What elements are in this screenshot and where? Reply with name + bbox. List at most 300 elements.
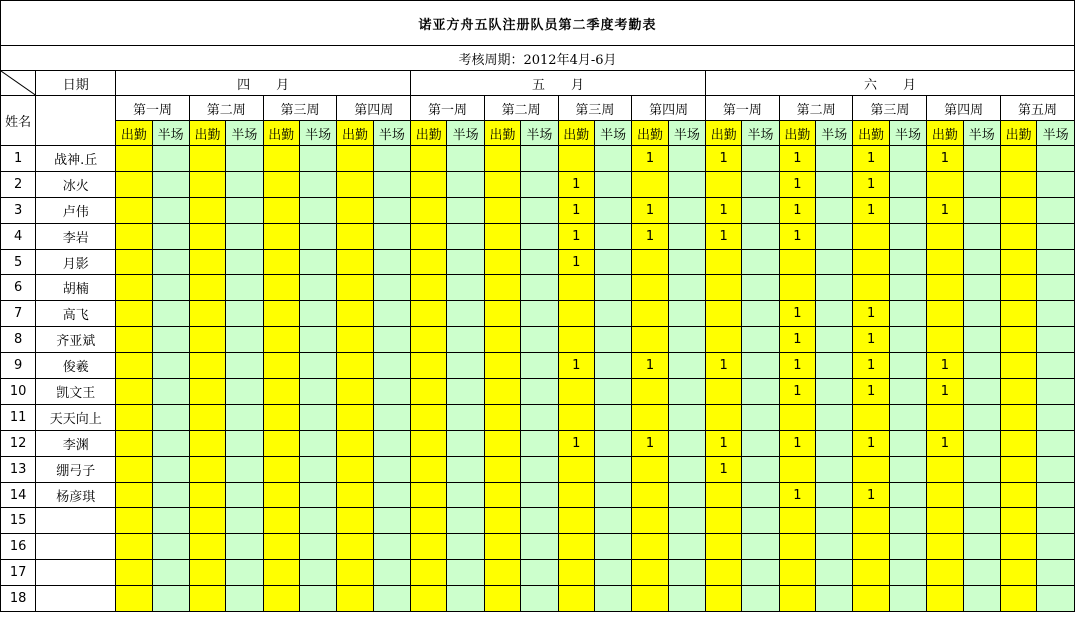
half-cell — [152, 560, 189, 586]
half-cell — [742, 534, 779, 560]
half-cell — [1037, 275, 1075, 301]
attend-cell — [632, 586, 668, 612]
half-cell — [299, 353, 336, 379]
month-header: 六 月 — [706, 71, 1075, 96]
week-header: 第二周 — [484, 96, 558, 121]
half-cell — [299, 456, 336, 482]
half-cell — [963, 197, 1000, 223]
half-cell — [152, 249, 189, 275]
month-header: 四 月 — [116, 71, 411, 96]
half-cell — [1037, 534, 1075, 560]
half-cell — [816, 379, 853, 405]
half-cell — [668, 327, 705, 353]
attend-cell: 1 — [632, 353, 668, 379]
attend-cell: 1 — [632, 430, 668, 456]
attend-cell: 1 — [779, 379, 815, 405]
attend-cell: 1 — [779, 146, 815, 172]
attend-cell — [189, 430, 225, 456]
member-name: 天天向上 — [36, 404, 116, 430]
half-subheader: 半场 — [889, 121, 926, 146]
half-cell — [447, 379, 484, 405]
attend-subheader: 出勤 — [1000, 121, 1036, 146]
attend-cell — [853, 560, 889, 586]
attend-cell — [853, 249, 889, 275]
half-cell — [373, 146, 410, 172]
table-row — [1, 379, 1075, 405]
attend-cell — [706, 508, 742, 534]
half-subheader: 半场 — [373, 121, 410, 146]
half-cell — [963, 275, 1000, 301]
half-cell — [447, 223, 484, 249]
half-cell — [668, 456, 705, 482]
attend-cell — [484, 456, 520, 482]
half-cell — [742, 301, 779, 327]
attend-cell — [411, 404, 447, 430]
half-cell — [521, 430, 558, 456]
attend-cell — [263, 430, 299, 456]
member-name: 月影 — [36, 249, 116, 275]
attend-cell — [1000, 275, 1036, 301]
half-cell — [447, 171, 484, 197]
half-cell — [226, 146, 263, 172]
half-cell — [594, 560, 631, 586]
half-cell — [373, 404, 410, 430]
attend-cell — [706, 171, 742, 197]
half-cell — [668, 197, 705, 223]
attend-cell — [189, 404, 225, 430]
half-cell — [816, 404, 853, 430]
half-cell — [447, 301, 484, 327]
half-cell — [816, 586, 853, 612]
half-cell — [447, 586, 484, 612]
half-cell — [447, 404, 484, 430]
half-cell — [889, 301, 926, 327]
name-label: 姓名 — [1, 96, 36, 146]
attend-subheader: 出勤 — [484, 121, 520, 146]
half-cell — [299, 586, 336, 612]
attend-cell: 1 — [779, 197, 815, 223]
attend-cell: 1 — [927, 353, 963, 379]
attend-cell — [706, 586, 742, 612]
half-cell — [152, 508, 189, 534]
half-cell — [963, 379, 1000, 405]
attend-cell — [1000, 301, 1036, 327]
attend-cell: 1 — [632, 197, 668, 223]
half-cell — [521, 456, 558, 482]
row-number: 13 — [1, 456, 36, 482]
half-cell — [299, 404, 336, 430]
half-cell — [594, 430, 631, 456]
attend-cell — [337, 327, 373, 353]
row-number: 8 — [1, 327, 36, 353]
half-cell — [152, 379, 189, 405]
half-cell — [226, 171, 263, 197]
member-name: 胡楠 — [36, 275, 116, 301]
attend-cell — [189, 327, 225, 353]
sheet-title: 诺亚方舟五队注册队员第二季度考勤表 — [1, 1, 1075, 46]
half-cell — [226, 379, 263, 405]
half-cell — [742, 482, 779, 508]
attend-cell — [558, 327, 594, 353]
attend-cell: 1 — [853, 197, 889, 223]
table-row — [1, 404, 1075, 430]
attend-cell — [632, 534, 668, 560]
attend-cell: 1 — [558, 171, 594, 197]
attend-cell: 1 — [779, 327, 815, 353]
half-cell — [521, 482, 558, 508]
half-cell — [299, 301, 336, 327]
attend-cell: 1 — [632, 146, 668, 172]
week-header: 第一周 — [116, 96, 190, 121]
week-header: 第四周 — [632, 96, 706, 121]
attend-cell — [116, 301, 152, 327]
half-cell — [521, 249, 558, 275]
blank-header-cell — [36, 96, 116, 146]
attend-cell — [337, 404, 373, 430]
attend-cell — [189, 171, 225, 197]
half-cell — [152, 223, 189, 249]
half-cell — [889, 379, 926, 405]
half-cell — [1037, 430, 1075, 456]
half-cell — [299, 482, 336, 508]
attend-subheader: 出勤 — [189, 121, 225, 146]
table-row — [1, 223, 1075, 249]
member-name — [36, 534, 116, 560]
attend-cell — [484, 560, 520, 586]
half-cell — [668, 586, 705, 612]
half-cell — [521, 146, 558, 172]
attend-cell — [927, 508, 963, 534]
half-cell — [447, 534, 484, 560]
attend-cell — [632, 404, 668, 430]
half-cell — [742, 456, 779, 482]
half-cell — [299, 249, 336, 275]
half-cell — [889, 508, 926, 534]
half-cell — [521, 586, 558, 612]
table-row — [1, 353, 1075, 379]
attend-cell — [411, 301, 447, 327]
attend-cell — [706, 404, 742, 430]
attend-cell — [1000, 171, 1036, 197]
attend-cell — [337, 197, 373, 223]
attend-cell — [189, 508, 225, 534]
attend-cell — [779, 275, 815, 301]
attend-cell: 1 — [853, 146, 889, 172]
half-cell — [889, 456, 926, 482]
half-cell — [226, 249, 263, 275]
attend-cell — [1000, 560, 1036, 586]
attend-cell — [411, 456, 447, 482]
attend-cell — [337, 249, 373, 275]
attend-cell — [337, 379, 373, 405]
half-cell — [963, 482, 1000, 508]
half-cell — [668, 404, 705, 430]
table-row — [1, 275, 1075, 301]
attend-cell — [189, 146, 225, 172]
attend-cell — [558, 508, 594, 534]
half-cell — [742, 560, 779, 586]
attend-cell — [484, 171, 520, 197]
week-header: 第二周 — [779, 96, 853, 121]
attend-cell — [484, 249, 520, 275]
attend-cell — [116, 197, 152, 223]
half-cell — [373, 456, 410, 482]
attend-cell — [1000, 379, 1036, 405]
attend-cell — [927, 534, 963, 560]
attend-cell — [779, 456, 815, 482]
half-cell — [1037, 560, 1075, 586]
half-cell — [1037, 379, 1075, 405]
attend-cell — [263, 482, 299, 508]
half-cell — [816, 223, 853, 249]
table-row — [1, 327, 1075, 353]
attend-cell — [411, 223, 447, 249]
week-header: 第一周 — [706, 96, 780, 121]
half-cell — [226, 508, 263, 534]
attend-cell — [1000, 456, 1036, 482]
attend-cell — [189, 353, 225, 379]
half-cell — [521, 353, 558, 379]
half-cell — [889, 223, 926, 249]
half-subheader: 半场 — [1037, 121, 1075, 146]
member-name: 杨彦琪 — [36, 482, 116, 508]
attend-cell — [337, 275, 373, 301]
attend-cell — [632, 482, 668, 508]
attend-cell — [927, 275, 963, 301]
attend-cell — [189, 197, 225, 223]
attend-cell — [1000, 146, 1036, 172]
half-cell — [226, 404, 263, 430]
attend-cell: 1 — [927, 379, 963, 405]
half-cell — [816, 353, 853, 379]
half-cell — [152, 146, 189, 172]
attend-cell — [337, 171, 373, 197]
attend-subheader: 出勤 — [927, 121, 963, 146]
half-cell — [299, 275, 336, 301]
half-cell — [816, 560, 853, 586]
half-cell — [816, 534, 853, 560]
member-name — [36, 508, 116, 534]
half-cell — [447, 482, 484, 508]
attend-subheader: 出勤 — [706, 121, 742, 146]
attend-cell — [411, 534, 447, 560]
member-name: 高飞 — [36, 301, 116, 327]
half-cell — [521, 275, 558, 301]
row-number: 17 — [1, 560, 36, 586]
half-cell — [668, 482, 705, 508]
half-cell — [742, 223, 779, 249]
half-cell — [299, 430, 336, 456]
half-cell — [889, 534, 926, 560]
attend-cell — [706, 379, 742, 405]
half-cell — [889, 353, 926, 379]
attend-cell — [1000, 353, 1036, 379]
week-header: 第三周 — [853, 96, 927, 121]
attend-cell — [1000, 223, 1036, 249]
half-cell — [447, 327, 484, 353]
half-cell — [373, 301, 410, 327]
attend-cell — [484, 223, 520, 249]
attend-cell: 1 — [779, 223, 815, 249]
half-cell — [226, 456, 263, 482]
attend-cell — [558, 456, 594, 482]
attend-cell — [484, 301, 520, 327]
half-cell — [816, 430, 853, 456]
attend-cell — [779, 586, 815, 612]
attend-cell: 1 — [853, 430, 889, 456]
attend-cell — [116, 482, 152, 508]
half-cell — [1037, 301, 1075, 327]
half-cell — [816, 146, 853, 172]
member-name: 李渊 — [36, 430, 116, 456]
attend-cell — [116, 146, 152, 172]
attend-cell — [411, 197, 447, 223]
attend-cell — [263, 146, 299, 172]
week-header: 第一周 — [411, 96, 485, 121]
attend-cell — [116, 456, 152, 482]
table-row — [1, 171, 1075, 197]
attend-cell — [853, 275, 889, 301]
half-cell — [373, 223, 410, 249]
attend-cell — [263, 249, 299, 275]
attend-cell — [411, 430, 447, 456]
attend-cell: 1 — [853, 327, 889, 353]
half-cell — [226, 430, 263, 456]
attend-cell — [263, 560, 299, 586]
half-cell — [889, 171, 926, 197]
half-cell — [742, 508, 779, 534]
attend-cell — [411, 353, 447, 379]
half-cell — [226, 534, 263, 560]
week-header: 第四周 — [337, 96, 411, 121]
half-subheader: 半场 — [299, 121, 336, 146]
half-cell — [373, 171, 410, 197]
half-cell — [668, 275, 705, 301]
half-cell — [1037, 327, 1075, 353]
member-name: 齐亚斌 — [36, 327, 116, 353]
half-cell — [226, 586, 263, 612]
attend-cell — [632, 327, 668, 353]
attend-cell — [116, 353, 152, 379]
table-row — [1, 508, 1075, 534]
attend-cell — [484, 146, 520, 172]
attend-cell — [632, 171, 668, 197]
attend-cell — [558, 534, 594, 560]
week-header: 第二周 — [189, 96, 263, 121]
attend-cell — [263, 171, 299, 197]
attend-cell — [263, 223, 299, 249]
week-header: 第三周 — [558, 96, 632, 121]
half-cell — [668, 249, 705, 275]
attend-cell — [116, 171, 152, 197]
half-cell — [668, 353, 705, 379]
attend-cell — [558, 275, 594, 301]
attend-cell — [411, 146, 447, 172]
half-cell — [816, 301, 853, 327]
attend-cell — [263, 353, 299, 379]
week-header: 第四周 — [927, 96, 1001, 121]
half-cell — [742, 430, 779, 456]
half-cell — [299, 379, 336, 405]
half-cell — [226, 560, 263, 586]
half-cell — [447, 508, 484, 534]
half-cell — [1037, 146, 1075, 172]
half-cell — [889, 197, 926, 223]
half-cell — [594, 482, 631, 508]
half-cell — [963, 301, 1000, 327]
attend-cell — [1000, 586, 1036, 612]
half-cell — [521, 508, 558, 534]
half-cell — [816, 482, 853, 508]
half-cell — [373, 560, 410, 586]
half-cell — [373, 482, 410, 508]
half-cell — [152, 197, 189, 223]
attend-cell — [779, 404, 815, 430]
table-row — [1, 146, 1075, 172]
half-cell — [963, 404, 1000, 430]
half-cell — [373, 534, 410, 560]
half-cell — [668, 146, 705, 172]
half-subheader: 半场 — [816, 121, 853, 146]
attend-cell — [632, 301, 668, 327]
attend-cell: 1 — [927, 430, 963, 456]
attend-cell — [558, 586, 594, 612]
half-cell — [668, 560, 705, 586]
attend-cell — [1000, 327, 1036, 353]
half-cell — [889, 275, 926, 301]
half-subheader: 半场 — [594, 121, 631, 146]
attend-cell — [927, 404, 963, 430]
attend-cell — [484, 508, 520, 534]
table-row — [1, 482, 1075, 508]
half-cell — [963, 171, 1000, 197]
attend-cell — [632, 560, 668, 586]
half-cell — [299, 171, 336, 197]
attend-cell — [632, 508, 668, 534]
member-name: 俊羲 — [36, 353, 116, 379]
attend-cell — [337, 482, 373, 508]
half-cell — [152, 456, 189, 482]
attend-cell — [189, 482, 225, 508]
half-cell — [373, 327, 410, 353]
attend-cell — [116, 275, 152, 301]
attend-cell — [558, 482, 594, 508]
half-cell — [963, 353, 1000, 379]
attend-cell — [337, 508, 373, 534]
attend-cell — [927, 249, 963, 275]
attend-cell: 1 — [853, 353, 889, 379]
row-number: 16 — [1, 534, 36, 560]
attend-cell: 1 — [853, 482, 889, 508]
diagonal-corner-cell — [1, 71, 36, 96]
half-cell — [152, 430, 189, 456]
half-cell — [594, 327, 631, 353]
attend-cell — [116, 586, 152, 612]
half-cell — [299, 534, 336, 560]
attend-cell: 1 — [779, 353, 815, 379]
half-cell — [1037, 508, 1075, 534]
attend-cell — [116, 430, 152, 456]
member-name: 卢伟 — [36, 197, 116, 223]
half-cell — [742, 404, 779, 430]
half-cell — [447, 146, 484, 172]
member-name — [36, 586, 116, 612]
half-cell — [742, 146, 779, 172]
attend-cell — [411, 249, 447, 275]
half-cell — [373, 249, 410, 275]
half-cell — [889, 430, 926, 456]
attend-cell — [484, 197, 520, 223]
